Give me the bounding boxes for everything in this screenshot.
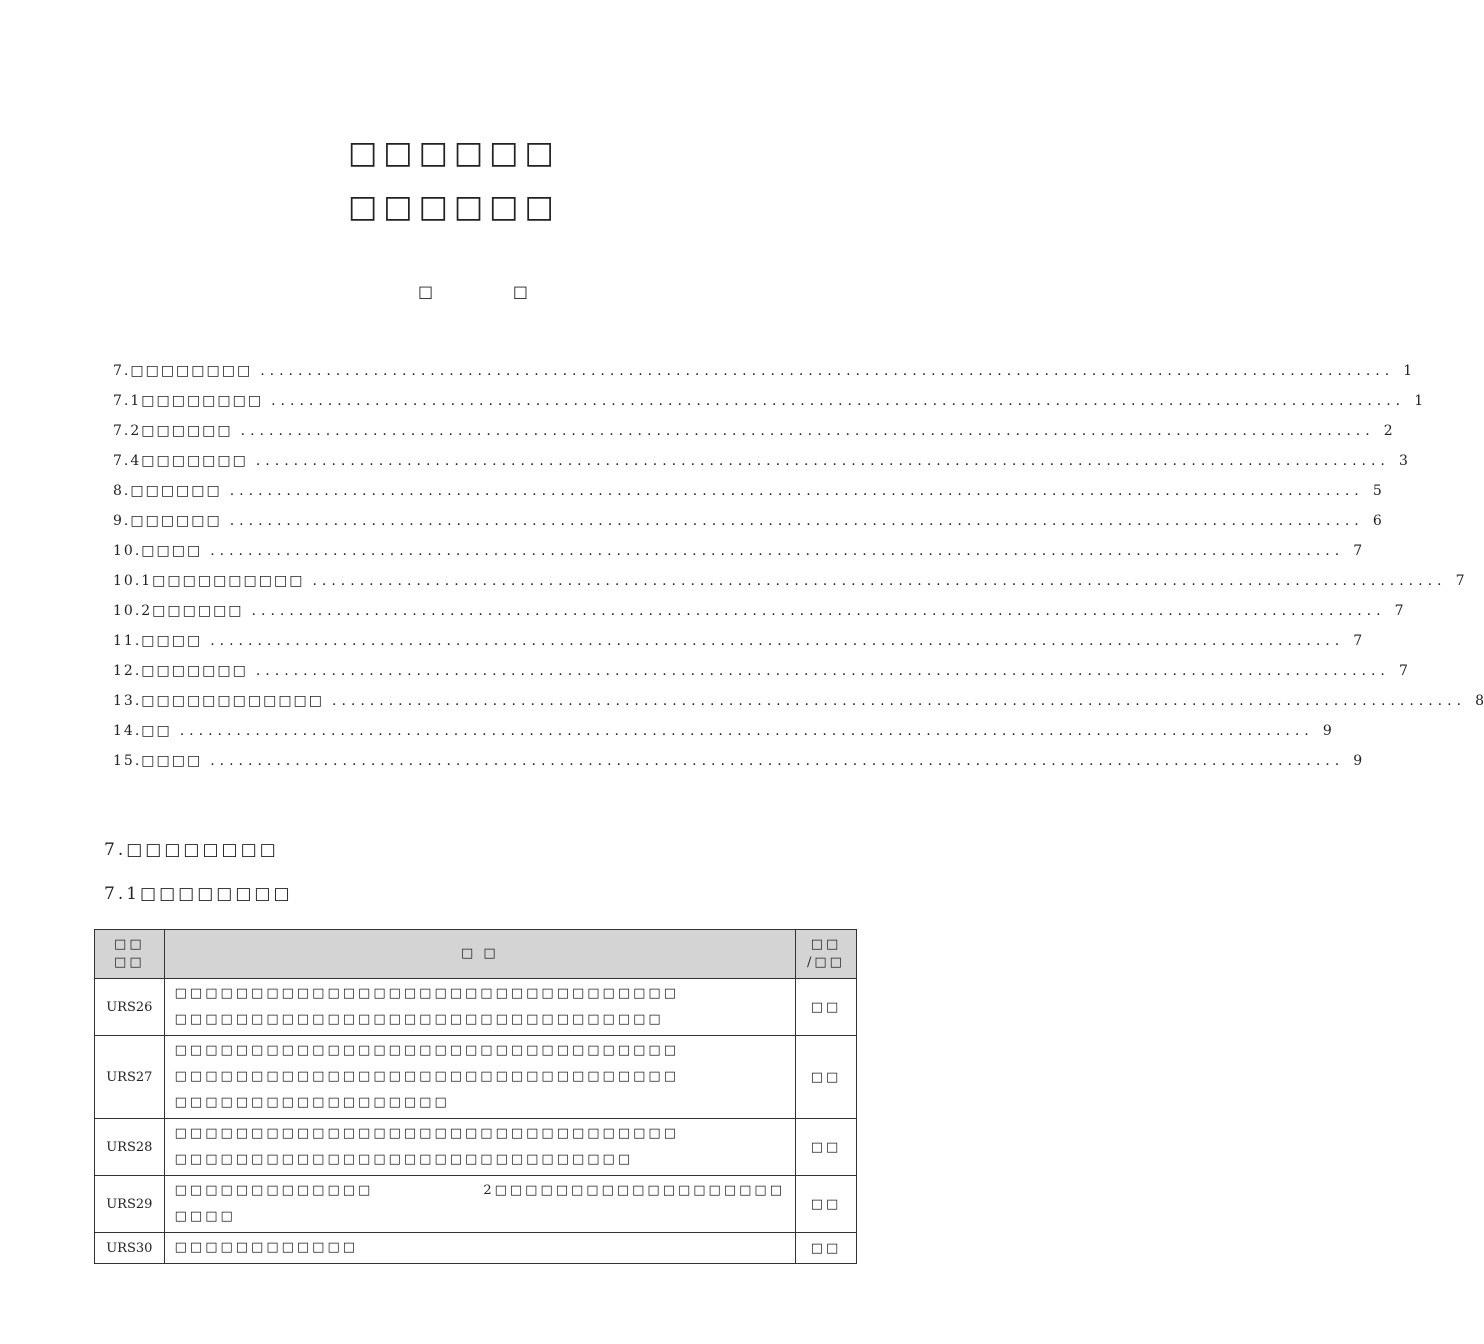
description-line: □□□□□□□□□□□□□□□□□□□□□□□□□□□□□□ [174, 1152, 634, 1167]
toc-entry-label: 7.□□□□□□□□ [113, 363, 253, 379]
toc-entry[interactable] [113, 506, 1382, 536]
toc-heading [418, 282, 528, 301]
toc-entry-label: 8.□□□□□□ [113, 483, 222, 499]
description-line: □□□□□□□□□□□□□□□□□□□□□□□□□□□□□□□□□ [174, 1069, 679, 1084]
toc-entry-label: 9.□□□□□□ [113, 513, 222, 529]
row-requirement: □□ [795, 1119, 856, 1176]
table-row [95, 1233, 857, 1264]
row-id: URS29 [95, 1176, 165, 1233]
header-req-line-2: /□□ [807, 955, 845, 970]
toc-leader-dots: ........................................................................................................................ [255, 453, 1390, 469]
toc-entry[interactable] [113, 356, 1413, 386]
row-id: URS26 [95, 979, 165, 1036]
toc-leader-dots: ........................................................................................................................ [251, 603, 1386, 619]
description-line: □□□□ [174, 1209, 236, 1224]
header-description: □ □ [164, 930, 795, 979]
description-line: □□□□□□□□□□□□ [174, 1240, 359, 1255]
toc-entry-label: 13.□□□□□□□□□□□□ [113, 693, 324, 709]
row-requirement: □□ [795, 1176, 856, 1233]
row-requirement: □□ [795, 1233, 856, 1264]
toc-leader-dots: ........................................................................................................................ [240, 423, 1375, 439]
section-heading: 7.□□□□□□□□ [104, 840, 279, 860]
row-requirement: □□ [795, 1036, 856, 1119]
row-id: URS27 [95, 1036, 165, 1119]
toc-entry-page: 5 [1372, 483, 1382, 499]
description-segment: 2□□□□□□□□□□□□□□□□□□□ [483, 1183, 785, 1198]
header-id-line-1: □□ [114, 937, 145, 952]
toc-leader-dots: ........................................................................................................................ [179, 723, 1314, 739]
toc-leader-dots: ........................................................................................................................ [260, 363, 1395, 379]
toc-entry[interactable] [113, 446, 1408, 476]
description-segment: □□□□□□□□□□□□□ [174, 1183, 374, 1198]
toc-entry-page: 9 [1353, 753, 1363, 769]
toc-leader-dots: ........................................................................................................................ [229, 483, 1364, 499]
toc-entry-page: 2 [1383, 423, 1393, 439]
header-id-line-2: □□ [114, 955, 145, 970]
table-row [95, 1176, 857, 1233]
toc-entry[interactable] [113, 596, 1404, 626]
toc-entry-label: 7.4□□□□□□□ [113, 453, 248, 469]
description-line [175, 1178, 785, 1204]
table-of-contents [113, 356, 1484, 776]
table-row [95, 979, 857, 1036]
toc-entry-label: 12.□□□□□□□ [113, 663, 248, 679]
document-title [348, 126, 560, 234]
row-description [164, 1233, 795, 1264]
toc-entry-label: 14.□□ [113, 723, 172, 739]
description-line: □□□□□□□□□□□□□□□□□□ [174, 1095, 450, 1110]
header-req-line-1: □□ [810, 937, 842, 952]
toc-entry-label: 10.□□□□ [113, 543, 203, 559]
description-line: □□□□□□□□□□□□□□□□□□□□□□□□□□□□□□□□□ [174, 1043, 679, 1058]
requirements-table [94, 929, 857, 1264]
toc-entry-label: 15.□□□□ [113, 753, 203, 769]
toc-entry-label: 10.2□□□□□□ [113, 603, 244, 619]
toc-entry-label: 7.1□□□□□□□□ [113, 393, 264, 409]
toc-entry-page: 9 [1322, 723, 1332, 739]
toc-entry[interactable] [113, 746, 1363, 776]
description-line: □□□□□□□□□□□□□□□□□□□□□□□□□□□□□□□□ [174, 1012, 664, 1027]
row-description [164, 1176, 795, 1233]
row-id: URS30 [95, 1233, 165, 1264]
title-line-1: □□□□□□ [348, 135, 560, 171]
toc-entry[interactable] [113, 386, 1424, 416]
toc-heading-char-1: □ [418, 282, 434, 301]
toc-entry-page: 7 [1353, 633, 1363, 649]
row-description [164, 979, 795, 1036]
title-line-2: □□□□□□ [348, 189, 560, 225]
toc-entry-page: 8 [1475, 693, 1484, 709]
header-id [95, 930, 165, 979]
row-id: URS28 [95, 1119, 165, 1176]
toc-entry[interactable] [113, 566, 1465, 596]
subsection-heading: 7.1□□□□□□□□ [104, 884, 293, 904]
toc-leader-dots: ........................................................................................................................ [210, 633, 1345, 649]
toc-entry-page: 1 [1403, 363, 1413, 379]
toc-entry-label: 7.2□□□□□□ [113, 423, 233, 439]
toc-leader-dots: ........................................................................................................................ [312, 573, 1447, 589]
toc-entry[interactable] [113, 416, 1393, 446]
row-requirement: □□ [795, 979, 856, 1036]
toc-entry-label: 10.1□□□□□□□□□□ [113, 573, 305, 589]
toc-leader-dots: ........................................................................................................................ [210, 543, 1345, 559]
toc-entry-label: 11.□□□□ [113, 633, 203, 649]
toc-entry-page: 6 [1372, 513, 1382, 529]
table-row [95, 1119, 857, 1176]
toc-leader-dots: ........................................................................................................................ [229, 513, 1364, 529]
toc-entry-page: 7 [1455, 573, 1465, 589]
header-requirement [795, 930, 856, 979]
toc-entry[interactable] [113, 536, 1363, 566]
toc-entry[interactable] [113, 686, 1484, 716]
toc-heading-char-2: □ [512, 282, 528, 301]
toc-leader-dots: ........................................................................................................................ [210, 753, 1345, 769]
table-row [95, 1036, 857, 1119]
row-description [164, 1119, 795, 1176]
table-header-row [95, 930, 857, 979]
toc-entry[interactable] [113, 656, 1408, 686]
toc-entry-page: 7 [1353, 543, 1363, 559]
toc-leader-dots: ........................................................................................................................ [332, 693, 1467, 709]
toc-entry-page: 3 [1398, 453, 1408, 469]
toc-leader-dots: ........................................................................................................................ [255, 663, 1390, 679]
row-description [164, 1036, 795, 1119]
toc-leader-dots: ........................................................................................................................ [271, 393, 1406, 409]
toc-entry-page: 7 [1398, 663, 1408, 679]
toc-entry[interactable] [113, 716, 1332, 746]
toc-entry-page: 7 [1394, 603, 1404, 619]
toc-entry[interactable] [113, 626, 1363, 656]
description-line: □□□□□□□□□□□□□□□□□□□□□□□□□□□□□□□□□ [174, 986, 679, 1001]
toc-entry[interactable] [113, 476, 1382, 506]
description-line: □□□□□□□□□□□□□□□□□□□□□□□□□□□□□□□□□ [174, 1126, 679, 1141]
toc-entry-page: 1 [1414, 393, 1424, 409]
